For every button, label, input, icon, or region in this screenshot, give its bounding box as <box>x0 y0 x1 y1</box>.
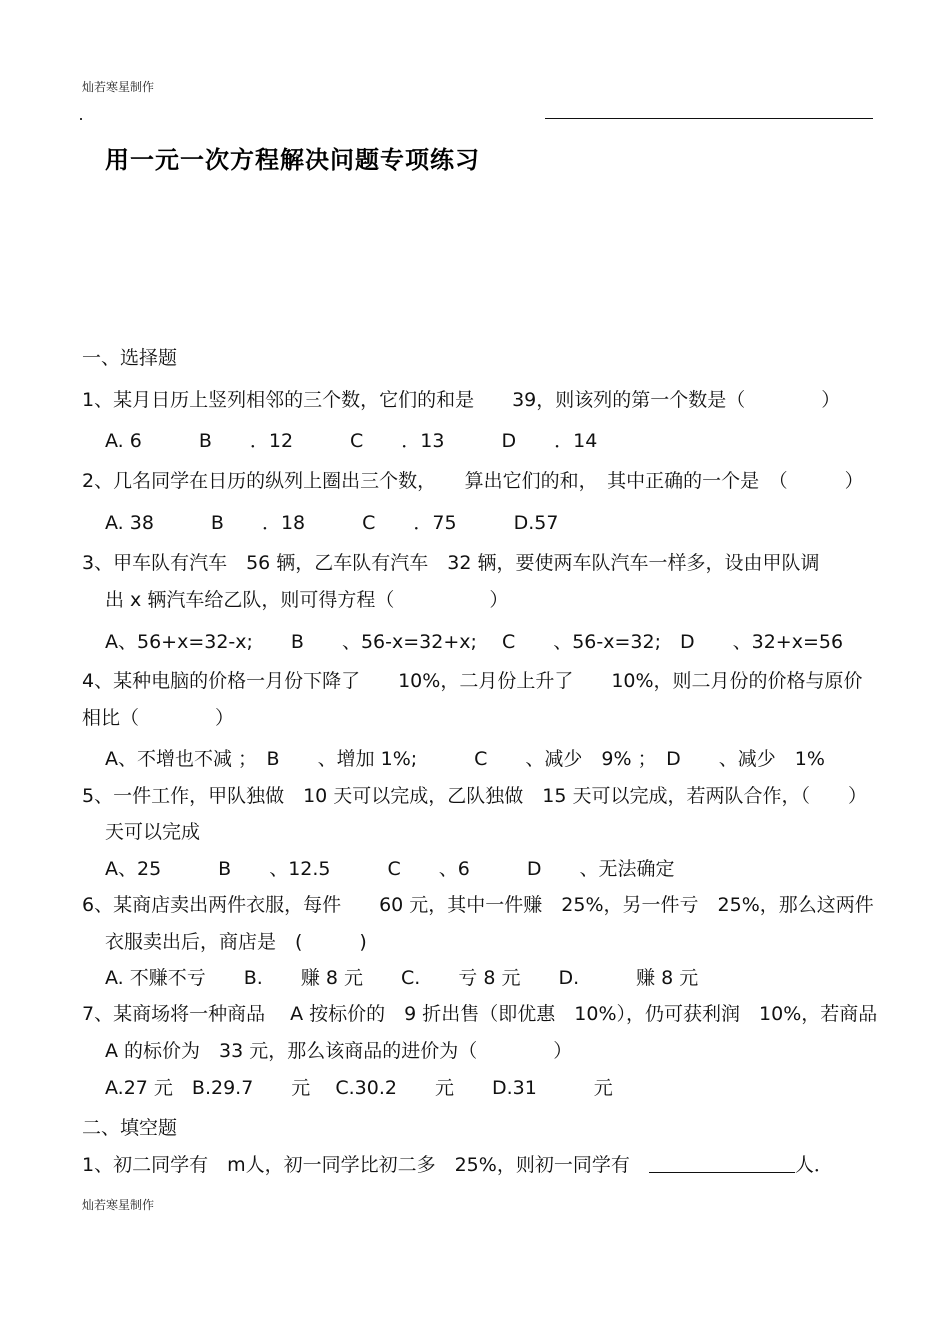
question-7-line-2: A 的标价为 33 元，那么该商品的进价为（ ） <box>105 1040 573 1062</box>
answer-blank[interactable] <box>649 1154 795 1173</box>
question-5-line-1: 5、一件工作，甲队独做 10 天可以完成，乙队独做 15 天可以完成，若两队合作，（ ） <box>82 785 868 807</box>
question-6-line-2: 衣服卖出后，商店是 ( ) <box>105 931 367 953</box>
question-4-options: A、不增也不减 ； B 、增加 1%; C 、减少 9% ； D 、减少 1% <box>105 748 825 770</box>
question-1: 1、某月日历上竖列相邻的三个数，它们的和是 39，则该列的第一个数是（ ） <box>82 389 841 411</box>
question-7-options: A.27 元 B.29.7 元 C.30.2 元 D.31 元 <box>105 1077 613 1099</box>
section-choice-heading: 一、选择题 <box>82 347 178 369</box>
question-3-options: A、56+x=32-x; B 、56-x=32+x; C 、56-x=32; D 、32+x=56 <box>105 631 844 653</box>
question-3-line-1: 3、甲车队有汽车 56 辆，乙车队有汽车 32 辆，要使两车队汽车一样多，设由甲队调 <box>82 552 820 574</box>
question-1-options: A. 6 B ．12 C ．13 D ．14 <box>105 430 598 452</box>
header-maker: 灿若寒星制作 <box>82 80 155 94</box>
fill-question-1 <box>82 1153 833 1177</box>
question-5-options: A、25 B 、12.5 C 、6 D 、无法确定 <box>105 858 675 880</box>
header-rule <box>545 118 873 119</box>
question-4-line-2: 相比（ ） <box>82 707 235 729</box>
question-2-options: A. 38 B ．18 C ．75 D.57 <box>105 512 559 534</box>
question-6-line-1: 6、某商店卖出两件衣服，每件 60 元，其中一件赚 25%，另一件亏 25%，那么这两件 <box>82 894 874 916</box>
fill-question-1-text: 1、初二同学有 m人，初一同学比初二多 25%，则初一同学有 <box>82 1154 649 1176</box>
fill-question-1-suffix: 人． <box>794 1154 833 1176</box>
question-7-line-1: 7、某商场将一种商品 A 按标价的 9 折出售（即优惠 10%），仍可获利润 10%，若商品 <box>82 1003 878 1025</box>
page-title: 用一元一次方程解决问题专项练习 <box>105 146 480 174</box>
section-fill-heading: 二、填空题 <box>82 1117 178 1139</box>
footer-maker: 灿若寒星制作 <box>82 1198 155 1212</box>
question-2: 2、几名同学在日历的纵列上圈出三个数， 算出它们的和， 其中正确的一个是 （ ） <box>82 470 864 492</box>
question-5-line-2: 天可以完成 <box>105 821 201 843</box>
header-dot <box>80 118 82 120</box>
question-4-line-1: 4、某种电脑的价格一月份下降了 10%，二月份上升了 10%，则二月份的价格与原价 <box>82 670 863 692</box>
question-6-options: A. 不赚不亏 B. 赚 8 元 C. 亏 8 元 D. 赚 8 元 <box>105 967 699 989</box>
question-3-line-2: 出 x 辆汽车给乙队，则可得方程（ ） <box>105 589 509 611</box>
